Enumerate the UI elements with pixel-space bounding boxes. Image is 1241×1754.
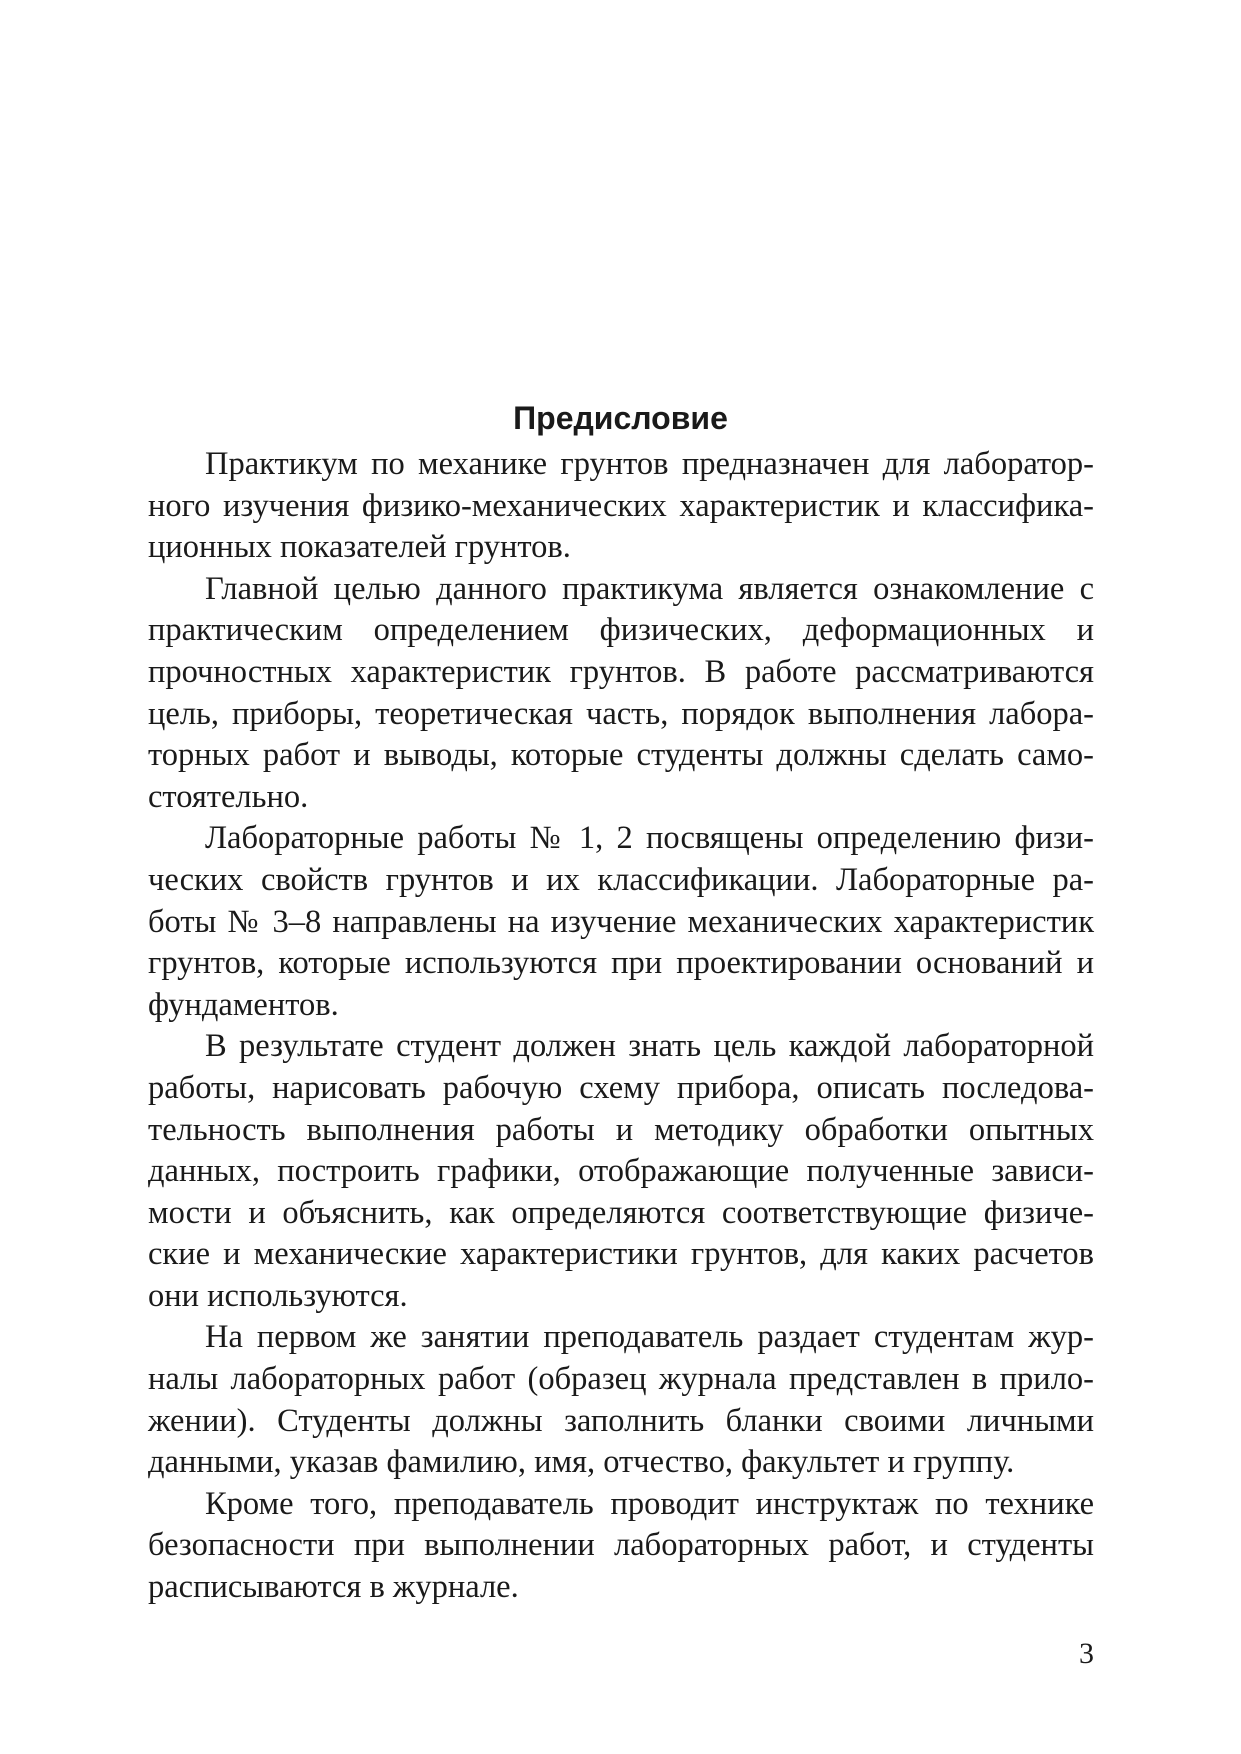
text-line: цель, приборы, теоретическая часть, порядок выполнения лабора- [148, 695, 1094, 732]
text-line: мости и объяснить, как определяются соответствующие физиче- [148, 1194, 1094, 1231]
text-line: безопасности при выполнении лабораторных работ, и студенты [148, 1527, 1094, 1564]
text-line: фундаментов. [148, 986, 339, 1023]
text-line: они используются. [148, 1277, 408, 1314]
page-title: Предисловие [513, 400, 728, 436]
paragraph-1 [148, 444, 1094, 569]
paragraph-6 [148, 1484, 1094, 1609]
text-line: грунтов, которые используются при проектировании оснований и [148, 945, 1094, 982]
text-line: работы, нарисовать рабочую схему прибора, описать последова- [148, 1069, 1094, 1106]
paragraph-5 [148, 1317, 1094, 1483]
text-line: Кроме того, преподаватель проводит инструктаж по технике [205, 1485, 1094, 1522]
text-line: Главной целью данного практикума является ознакомление с [205, 570, 1094, 607]
text-line: Лабораторные работы № 1, 2 посвящены определению физи- [205, 820, 1094, 857]
page-number: 3 [1079, 1637, 1094, 1670]
text-line: В результате студент должен знать цель каждой лабораторной [205, 1028, 1094, 1065]
text-line: боты № 3–8 направлены на изучение механических характеристик [148, 903, 1094, 940]
paragraph-4 [148, 1026, 1094, 1317]
preface-body [148, 444, 1094, 1609]
text-line: практическим определением физических, деформационных и [148, 612, 1094, 649]
text-line: ного изучения физико-механических характеристик и классифика- [148, 487, 1094, 524]
text-line: прочностных характеристик грунтов. В работе рассматриваются [148, 653, 1094, 690]
text-line: На первом же занятии преподаватель раздает студентам жур- [205, 1319, 1094, 1356]
text-line: тельность выполнения работы и методику обработки опытных [148, 1111, 1094, 1148]
text-line: торных работ и выводы, которые студенты должны сделать само- [148, 737, 1094, 774]
text-line: ционных показателей грунтов. [148, 529, 571, 566]
paragraph-3 [148, 818, 1094, 1026]
paragraph-2 [148, 569, 1094, 819]
text-line: Практикум по механике грунтов предназначен для лаборатор- [205, 446, 1094, 482]
text-line: налы лабораторных работ (образец журнала представлен в прило- [148, 1361, 1094, 1398]
text-line: жении). Студенты должны заполнить бланки своими личными [148, 1402, 1094, 1439]
text-line: данных, построить графики, отображающие полученные зависи- [148, 1153, 1094, 1190]
text-line: данными, указав фамилию, имя, отчество, факультет и группу. [148, 1444, 1015, 1481]
text-line: стоятельно. [148, 778, 309, 815]
text-line: ческих свойств грунтов и их классификации. Лабораторные ра- [148, 861, 1094, 898]
text-line: расписываются в журнале. [148, 1569, 519, 1606]
text-line: ские и механические характеристики грунтов, для каких расчетов [148, 1236, 1094, 1273]
